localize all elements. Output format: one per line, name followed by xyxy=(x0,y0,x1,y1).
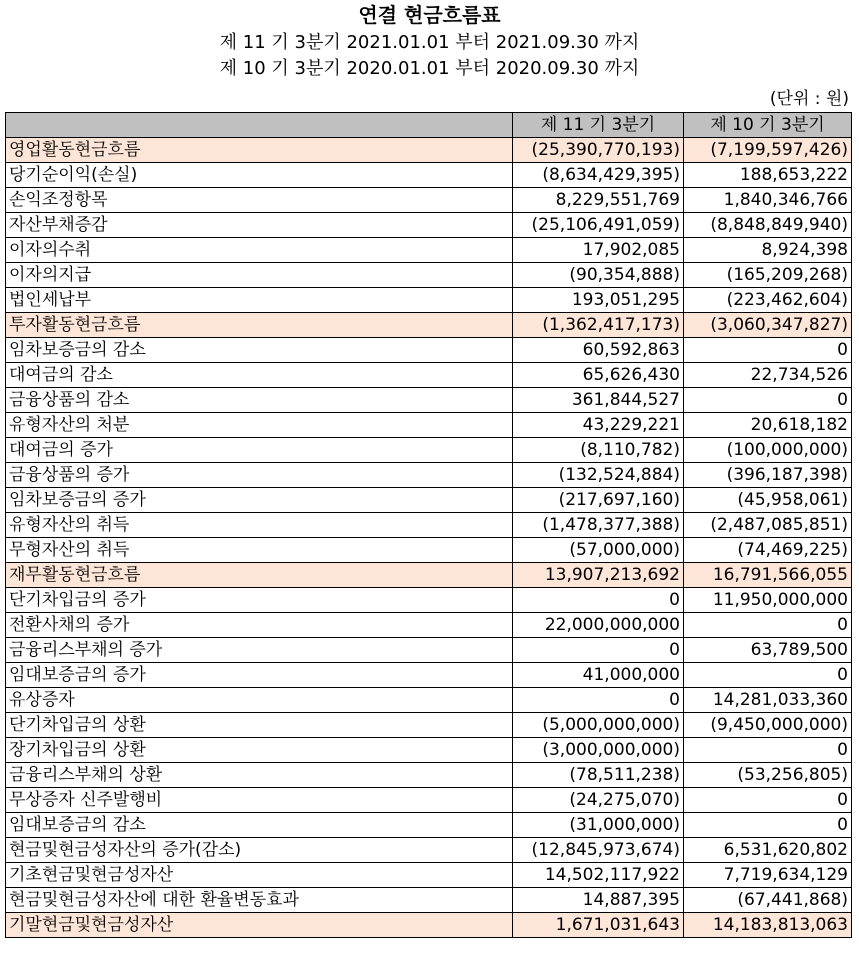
table-header-row xyxy=(6,113,852,138)
row-current-value: 22,000,000,000 xyxy=(513,613,684,638)
header-blank xyxy=(6,113,513,138)
row-current-value: (1,478,377,388) xyxy=(513,513,684,538)
row-label: 재무활동현금흐름 xyxy=(6,563,513,588)
row-prior-value: (67,441,868) xyxy=(684,888,852,913)
row-label: 이자의지급 xyxy=(6,263,513,288)
row-label: 금융상품의 감소 xyxy=(6,388,513,413)
row-current-value: (25,390,770,193) xyxy=(513,138,684,163)
row-current-value: (31,000,000) xyxy=(513,813,684,838)
table-row xyxy=(6,838,852,863)
header-current-period: 제 11 기 3분기 xyxy=(513,113,684,138)
table-row xyxy=(6,913,852,938)
table-row xyxy=(6,538,852,563)
row-current-value: (1,362,417,173) xyxy=(513,313,684,338)
row-label: 당기순이익(손실) xyxy=(6,163,513,188)
table-body xyxy=(6,138,852,938)
table-row xyxy=(6,788,852,813)
table-row xyxy=(6,188,852,213)
table-row xyxy=(6,488,852,513)
row-current-value: 60,592,863 xyxy=(513,338,684,363)
row-prior-value: 16,791,566,055 xyxy=(684,563,852,588)
row-prior-value: (7,199,597,426) xyxy=(684,138,852,163)
table-row xyxy=(6,613,852,638)
row-label: 금융상품의 증가 xyxy=(6,463,513,488)
row-label: 무형자산의 취득 xyxy=(6,538,513,563)
row-prior-value: 1,840,346,766 xyxy=(684,188,852,213)
row-prior-value: 63,789,500 xyxy=(684,638,852,663)
table-row xyxy=(6,288,852,313)
row-current-value: (78,511,238) xyxy=(513,763,684,788)
row-current-value: (8,634,429,395) xyxy=(513,163,684,188)
row-current-value: 8,229,551,769 xyxy=(513,188,684,213)
row-label: 유형자산의 취득 xyxy=(6,513,513,538)
row-prior-value: (53,256,805) xyxy=(684,763,852,788)
row-label: 영업활동현금흐름 xyxy=(6,138,513,163)
row-prior-value: 14,183,813,063 xyxy=(684,913,852,938)
row-current-value: (24,275,070) xyxy=(513,788,684,813)
row-prior-value: 0 xyxy=(684,663,852,688)
table-row xyxy=(6,563,852,588)
row-prior-value: (74,469,225) xyxy=(684,538,852,563)
table-row xyxy=(6,338,852,363)
row-prior-value: 14,281,033,360 xyxy=(684,688,852,713)
row-current-value: (8,110,782) xyxy=(513,438,684,463)
table-row xyxy=(6,688,852,713)
period-prior: 제 10 기 3분기 2020.01.01 부터 2020.09.30 까지 xyxy=(219,58,640,79)
row-label: 단기차입금의 증가 xyxy=(6,588,513,613)
row-label: 임대보증금의 감소 xyxy=(6,813,513,838)
table-row xyxy=(6,138,852,163)
row-current-value: (5,000,000,000) xyxy=(513,713,684,738)
row-prior-value: (45,958,061) xyxy=(684,488,852,513)
row-label: 현금및현금성자산에 대한 환율변동효과 xyxy=(6,888,513,913)
row-prior-value: (8,848,849,940) xyxy=(684,213,852,238)
row-prior-value: 0 xyxy=(684,613,852,638)
row-prior-value: 0 xyxy=(684,338,852,363)
row-prior-value: 0 xyxy=(684,388,852,413)
table-row xyxy=(6,313,852,338)
row-current-value: 14,887,395 xyxy=(513,888,684,913)
row-label: 임차보증금의 증가 xyxy=(6,488,513,513)
row-prior-value: 6,531,620,802 xyxy=(684,838,852,863)
row-current-value: 0 xyxy=(513,688,684,713)
row-label: 장기차입금의 상환 xyxy=(6,738,513,763)
row-label: 전환사채의 증가 xyxy=(6,613,513,638)
row-current-value: (132,524,884) xyxy=(513,463,684,488)
row-current-value: 13,907,213,692 xyxy=(513,563,684,588)
row-current-value: 0 xyxy=(513,588,684,613)
row-label: 임차보증금의 감소 xyxy=(6,338,513,363)
header-prior-period: 제 10 기 3분기 xyxy=(684,113,852,138)
table-row xyxy=(6,763,852,788)
row-prior-value: 20,618,182 xyxy=(684,413,852,438)
row-prior-value: 11,950,000,000 xyxy=(684,588,852,613)
row-label: 유상증자 xyxy=(6,688,513,713)
table-row xyxy=(6,463,852,488)
table-row xyxy=(6,713,852,738)
row-current-value: 14,502,117,922 xyxy=(513,863,684,888)
row-current-value: 43,229,221 xyxy=(513,413,684,438)
table-row xyxy=(6,513,852,538)
row-label: 단기차입금의 상환 xyxy=(6,713,513,738)
row-label: 금융리스부채의 증가 xyxy=(6,638,513,663)
row-current-value: (217,697,160) xyxy=(513,488,684,513)
statement-title: 연결 현금흐름표 xyxy=(358,3,501,27)
row-label: 대여금의 감소 xyxy=(6,363,513,388)
row-label: 금융리스부채의 상환 xyxy=(6,763,513,788)
row-current-value: 41,000,000 xyxy=(513,663,684,688)
row-label: 자산부채증감 xyxy=(6,213,513,238)
row-prior-value: (2,487,085,851) xyxy=(684,513,852,538)
row-prior-value: 0 xyxy=(684,813,852,838)
row-current-value: 1,671,031,643 xyxy=(513,913,684,938)
row-current-value: (3,000,000,000) xyxy=(513,738,684,763)
table-row xyxy=(6,238,852,263)
row-prior-value: 22,734,526 xyxy=(684,363,852,388)
table-row xyxy=(6,813,852,838)
row-current-value: (12,845,973,674) xyxy=(513,838,684,863)
table-row xyxy=(6,863,852,888)
row-prior-value: 7,719,634,129 xyxy=(684,863,852,888)
row-current-value: (90,354,888) xyxy=(513,263,684,288)
row-label: 현금및현금성자산의 증가(감소) xyxy=(6,838,513,863)
row-current-value: 17,902,085 xyxy=(513,238,684,263)
table-row xyxy=(6,638,852,663)
row-current-value: (25,106,491,059) xyxy=(513,213,684,238)
row-current-value: 0 xyxy=(513,638,684,663)
row-label: 기초현금및현금성자산 xyxy=(6,863,513,888)
row-prior-value: (9,450,000,000) xyxy=(684,713,852,738)
row-label: 기말현금및현금성자산 xyxy=(6,913,513,938)
table-row xyxy=(6,213,852,238)
row-prior-value: (100,000,000) xyxy=(684,438,852,463)
row-label: 손익조정항목 xyxy=(6,188,513,213)
table-row xyxy=(6,263,852,288)
row-label: 이자의수취 xyxy=(6,238,513,263)
row-label: 유형자산의 처분 xyxy=(6,413,513,438)
row-prior-value: (223,462,604) xyxy=(684,288,852,313)
row-current-value: (57,000,000) xyxy=(513,538,684,563)
row-prior-value: 0 xyxy=(684,788,852,813)
unit-label: (단위 : 원) xyxy=(769,89,849,109)
table-row xyxy=(6,888,852,913)
row-label: 무상증자 신주발행비 xyxy=(6,788,513,813)
row-current-value: 361,844,527 xyxy=(513,388,684,413)
row-prior-value: (3,060,347,827) xyxy=(684,313,852,338)
table-row xyxy=(6,413,852,438)
row-label: 대여금의 증가 xyxy=(6,438,513,463)
table-row xyxy=(6,163,852,188)
cash-flow-table xyxy=(5,112,852,938)
row-prior-value: 0 xyxy=(684,738,852,763)
row-prior-value: 188,653,222 xyxy=(684,163,852,188)
row-label: 임대보증금의 증가 xyxy=(6,663,513,688)
row-label: 투자활동현금흐름 xyxy=(6,313,513,338)
table-row xyxy=(6,363,852,388)
table-row xyxy=(6,738,852,763)
table-row xyxy=(6,438,852,463)
row-prior-value: (396,187,398) xyxy=(684,463,852,488)
table-row xyxy=(6,588,852,613)
row-label: 법인세납부 xyxy=(6,288,513,313)
row-current-value: 65,626,430 xyxy=(513,363,684,388)
row-prior-value: 8,924,398 xyxy=(684,238,852,263)
period-current: 제 11 기 3분기 2021.01.01 부터 2021.09.30 까지 xyxy=(219,32,640,53)
row-current-value: 193,051,295 xyxy=(513,288,684,313)
table-row xyxy=(6,388,852,413)
row-prior-value: (165,209,268) xyxy=(684,263,852,288)
table-row xyxy=(6,663,852,688)
